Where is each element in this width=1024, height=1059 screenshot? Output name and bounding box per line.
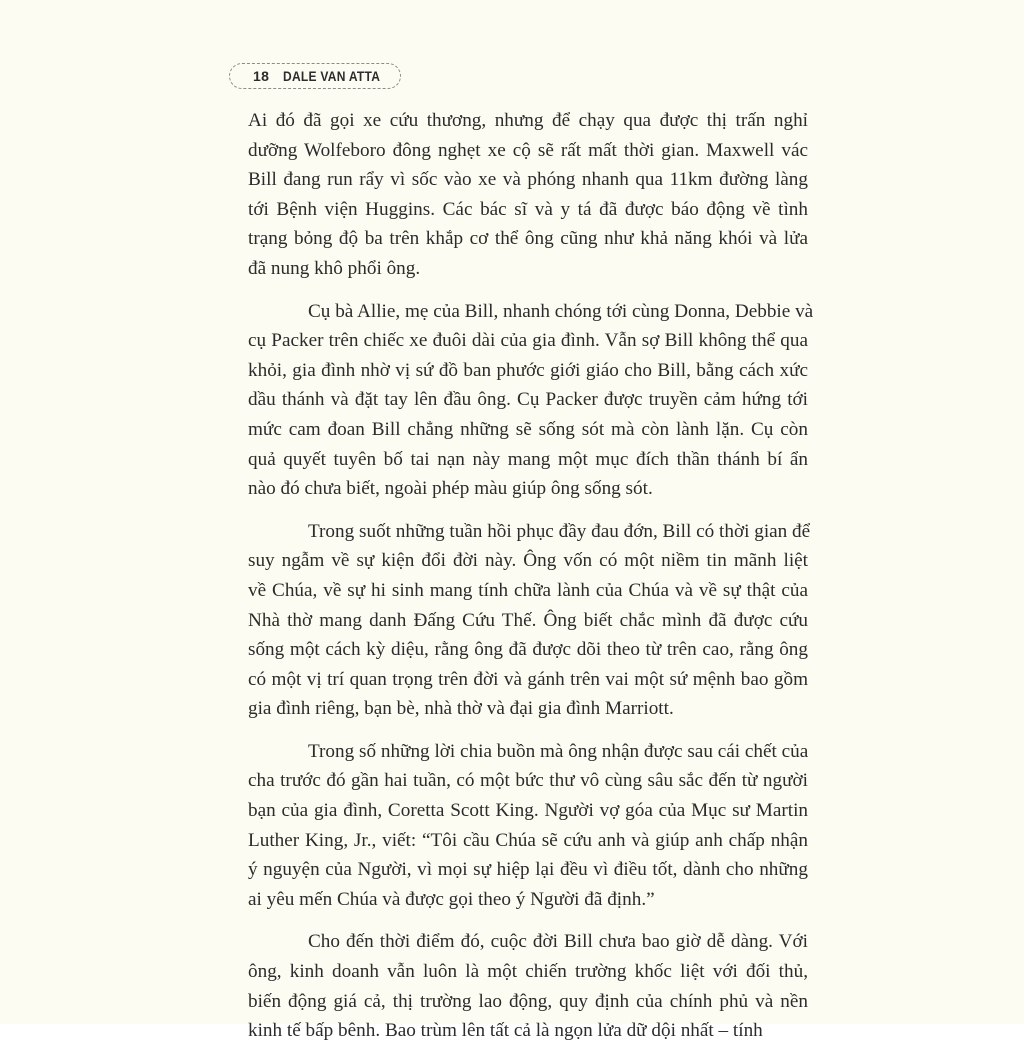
- text-line: dưỡng Wolfeboro đông nghẹt xe cộ sẽ rất mất thời gian. Maxwell vác: [248, 139, 808, 161]
- text-line: kinh tế bấp bênh. Bao trùm lên tất cả là ngọn lửa dữ dội nhất – tính: [248, 1020, 763, 1042]
- text-line: về Chúa, về sự hi sinh mang tính chữa lành của Chúa và về sự thật của: [248, 579, 808, 601]
- text-line: dầu thánh và đặt tay lên đầu ông. Cụ Packer được truyền cảm hứng tới: [248, 389, 808, 411]
- text-line: Trong số những lời chia buồn mà ông nhận được sau cái chết của: [308, 740, 809, 762]
- text-line: ai yêu mến Chúa và được gọi theo ý Người đã định.”: [248, 888, 655, 910]
- paragraph: [248, 297, 814, 504]
- text-line: Nhà thờ mang danh Đấng Cứu Thế. Ông biết chắc mình đã được cứu: [248, 609, 808, 631]
- text-line: Trong suốt những tuần hồi phục đầy đau đớn, Bill có thời gian để: [308, 520, 811, 542]
- text-line: cha trước đó gần hai tuần, có một bức thư vô cùng sâu sắc đến từ người: [248, 770, 808, 792]
- paragraph: [248, 737, 808, 915]
- body-text: [248, 106, 814, 1059]
- text-line: có một vị trí quan trọng trên đời và gánh trên vai một sứ mệnh bao gồm: [248, 668, 808, 690]
- text-line: tới Bệnh viện Huggins. Các bác sĩ và y tá đã được báo động về tình: [248, 198, 808, 220]
- text-line: ý nguyện của Người, vì mọi sự hiệp lại đều vì điều tốt, dành cho những: [248, 859, 808, 881]
- running-header-author: DALE VAN ATTA: [283, 68, 381, 84]
- text-line: Cụ bà Allie, mẹ của Bill, nhanh chóng tới cùng Donna, Debbie và: [308, 300, 814, 322]
- text-line: quả quyết tuyên bố tai nạn này mang một mục đích thần thánh bí ẩn: [248, 448, 808, 470]
- text-line: ông, kinh doanh vẫn luôn là một chiến trường khốc liệt với đối thủ,: [248, 961, 808, 983]
- text-line: nào đó chưa biết, ngoài phép màu giúp ông sống sót.: [248, 478, 653, 500]
- text-line: khỏi, gia đình nhờ vị sứ đồ ban phước giới giáo cho Bill, bằng cách xức: [248, 359, 808, 381]
- text-line: trạng bỏng độ ba trên khắp cơ thể ông cũng như khả năng khói và lửa: [248, 228, 808, 250]
- text-line: suy ngẫm về sự kiện đổi đời này. Ông vốn có một niềm tin mãnh liệt: [248, 550, 808, 572]
- text-line: gia đình riêng, bạn bè, nhà thờ và đại gia đình Marriott.: [248, 698, 674, 720]
- paragraph: [248, 927, 808, 1045]
- text-line: mức cam đoan Bill chẳng những sẽ sống sót mà còn lành lặn. Cụ còn: [248, 418, 808, 440]
- text-line: Ai đó đã gọi xe cứu thương, nhưng để chạy qua được thị trấn nghỉ: [248, 110, 808, 131]
- text-line: sống một cách kỳ diệu, rằng ông đã được dõi theo từ trên cao, rằng ông: [248, 639, 808, 661]
- paragraph: [248, 106, 808, 284]
- text-line: biến động giá cả, thị trường lao động, quy định của chính phủ và nền: [248, 990, 808, 1012]
- text-line: cụ Packer trên chiếc xe đuôi dài của gia đình. Vẫn sợ Bill không thể qua: [248, 330, 808, 352]
- text-line: bạn của gia đình, Coretta Scott King. Người vợ góa của Mục sư Martin: [248, 800, 808, 822]
- text-line: Luther King, Jr., viết: “Tôi cầu Chúa sẽ cứu anh và giúp anh chấp nhận: [248, 829, 808, 851]
- page-number: 18: [253, 68, 270, 84]
- text-line: đã nung khô phổi ông.: [248, 257, 421, 279]
- text-line: Cho đến thời điểm đó, cuộc đời Bill chưa bao giờ dễ dàng. Với: [308, 931, 808, 953]
- running-header: [229, 63, 401, 89]
- paragraph: [248, 517, 811, 724]
- text-line: Bill đang run rẩy vì sốc vào xe và phóng nhanh qua 11km đường làng: [248, 169, 808, 191]
